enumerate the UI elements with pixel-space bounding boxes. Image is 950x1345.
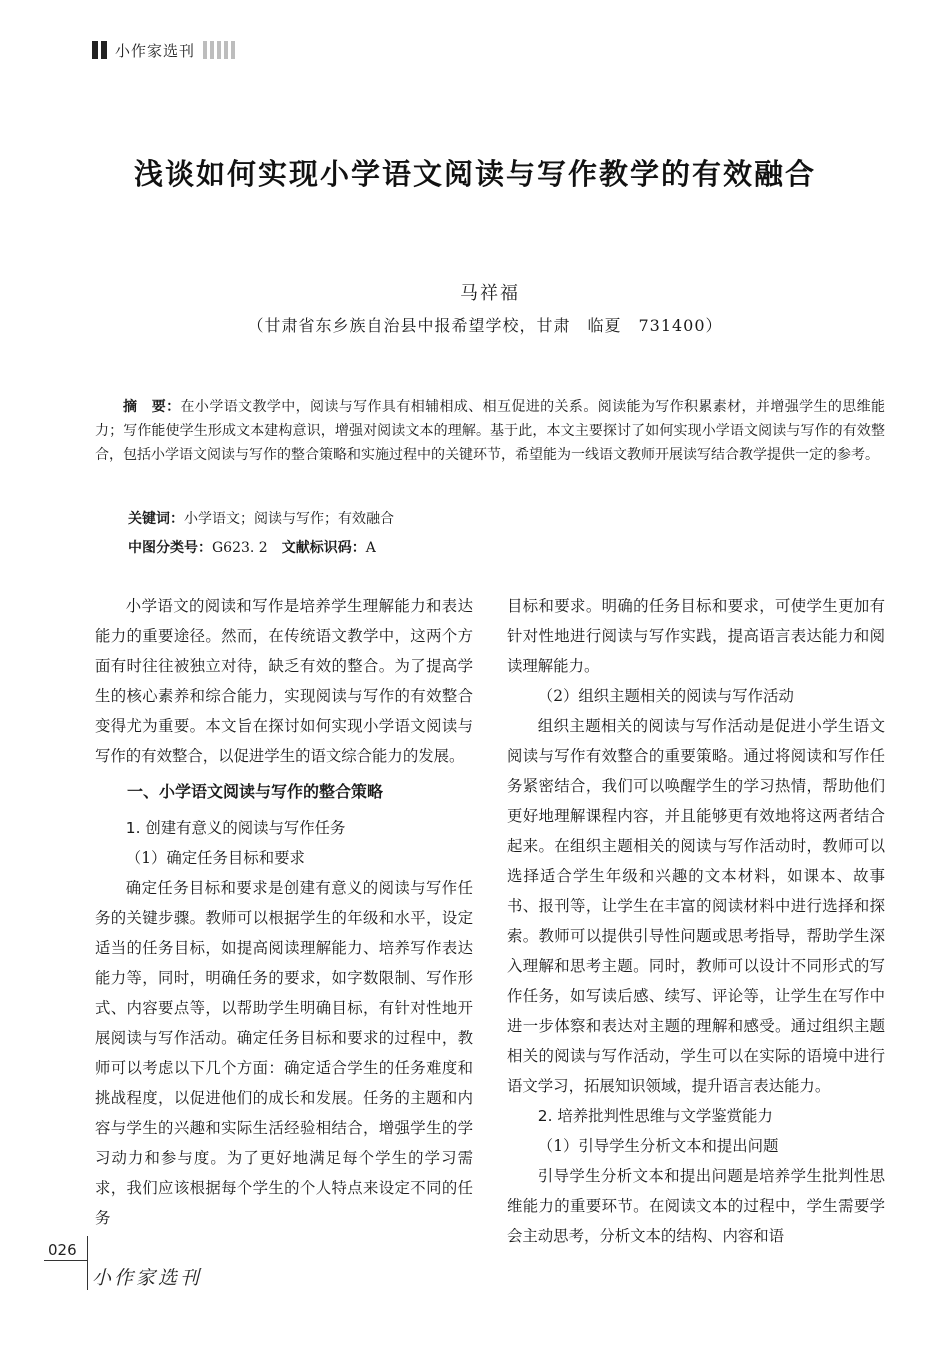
keywords [128,508,394,528]
keywords-text: 小学语文；阅读与写作；有效融合 [184,511,394,527]
body-paragraph-continued: 目标和要求。明确的任务目标和要求，可使学生更加有针对性地进行阅读与写作实践，提高语言表达能力和阅读理解能力。 [507,597,885,675]
author-name: 马祥福 [460,283,520,304]
abstract-paragraph [95,395,885,467]
body-column-right [507,591,885,1251]
body-column-left [95,591,473,1233]
journal-name: 小作家选刊 [115,41,196,60]
abstract-label: 摘 要： [123,399,181,415]
abstract [95,395,885,467]
subsubsection-heading-1: （1）确定任务目标和要求 [125,849,305,867]
footer-vertical-divider [87,1236,88,1290]
subsubsection-heading-3: （1）引导学生分析文本和提出问题 [537,1137,779,1155]
doc-code-label: 文献标识码： [281,540,366,556]
section-heading-1: 一、小学语文阅读与写作的整合策略 [127,782,384,801]
clc-value: G623. 2 [212,540,268,556]
journal-header [92,40,235,60]
body-paragraph: 确定任务目标和要求是创建有意义的阅读与写作任务的关键步骤。教师可以根据学生的年级和水平，设定适当的任务目标，如提高阅读理解能力、培养写作表达能力等，同时，明确任务的要求，如字数限制、写作形式、内容要点等，以帮助学生明确目标，有针对性地开展阅读与写作活动。确定任务目标和要求的过程中，教师可以考虑以下几个方面：确定适合学生的任务难度和挑战程度，以促进他们的成长和发展。任务的主题和内容与学生的兴趣和实际生活经验相结合，增强学生的学习动力和参与度。为了更好地满足每个学生的学习需求，我们应该根据每个学生的个人特点来设定不同的任务 [95,879,473,1227]
intro-paragraph: 小学语文的阅读和写作是培养学生理解能力和表达能力的重要途径。然而，在传统语文教学中，这两个方面有时往往被独立对待，缺乏有效的整合。为了提高学生的核心素养和综合能力，实现阅读与写作的有效整合变得尤为重要。本文旨在探讨如何实现小学语文阅读与写作的有效整合，以促进学生的语文综合能力的发展。 [95,597,473,765]
abstract-text: 在小学语文教学中，阅读与写作具有相辅相成、相互促进的关系。阅读能为写作积累素材，并增强学生的思维能力；写作能使学生形成文本建构意识，增强对阅读文本的理解。基于此，本文主要探讨了如何实现小学语文阅读与写作的有效整合，包括小学语文阅读与写作的整合策略和实施过程中的关键环节，希望能为一线语文教师开展读写结合教学提供一定的参考。 [95,399,886,463]
header-bars-left [92,41,107,59]
keywords-label: 关键词： [128,511,184,527]
author-affiliation: （甘肃省东乡族自治县中报希望学校，甘肃 临夏 731400） [247,316,723,335]
header-bars-right [203,41,235,59]
subsection-heading-2: 2. 培养批判性思维与文学鉴赏能力 [537,1107,773,1125]
article-title: 浅谈如何实现小学语文阅读与写作教学的有效融合 [133,157,816,191]
doc-code-value: A [365,540,376,556]
clc-label: 中图分类号： [128,540,212,556]
footer-divider [44,1260,88,1261]
body-paragraph: 引导学生分析文本和提出问题是培养学生批判性思维能力的重要环节。在阅读文本的过程中，学生需要学会主动思考，分析文本的结构、内容和语 [507,1167,885,1245]
page-number: 026 [48,1241,77,1259]
subsubsection-heading-2: （2）组织主题相关的阅读与写作活动 [537,687,794,705]
body-paragraph: 组织主题相关的阅读与写作活动是促进小学生语文阅读与写作有效整合的重要策略。通过将阅读和写作任务紧密结合，我们可以唤醒学生的学习热情，帮助他们更好地理解课程内容，并且能够更有效地将这两者结合起来。在组织主题相关的阅读与写作活动时，教师可以选择适合学生年级和兴趣的文本材料，如课本、故事书、报刊等，让学生在丰富的阅读材料中进行选择和探索。教师可以提供引导性问题或思考指导，帮助学生深入理解和思考主题。同时，教师可以设计不同形式的写作任务，如写读后感、续写、评论等，让学生在写作中进一步体察和表达对主题的理解和感受。通过组织主题相关的阅读与写作活动，学生可以在实际的语境中进行语文学习，拓展知识领域，提升语言表达能力。 [507,717,885,1095]
subsection-heading-1: 1. 创建有意义的阅读与写作任务 [125,819,346,837]
footer-logo: 小作家选刊 [92,1267,203,1289]
classification [128,537,376,557]
